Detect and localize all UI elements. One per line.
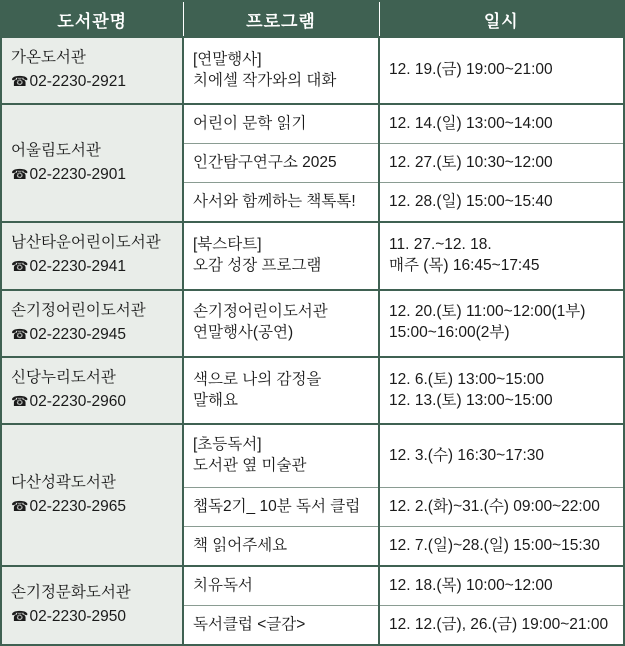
date-line: 매주 (목) 16:45~17:45 [389,256,540,274]
date-line: 12. 7.(일)~28.(일) 15:00~15:30 [389,536,600,554]
table-body [1,37,624,645]
table-row [1,566,624,605]
program-line: 책 읽어주세요 [193,536,288,554]
program-line: 치유독서 [193,576,253,594]
phone-icon: ☎ [11,497,29,514]
library-name: 어울림도서관 [11,141,101,159]
table-row [1,104,624,143]
library-phone [11,392,173,413]
date-line: 12. 3.(수) 16:30~17:30 [389,446,545,464]
program-cell [183,37,379,104]
program-cell [183,104,379,143]
date-cell [379,222,624,289]
program-line: [연말행사] [193,50,262,68]
date-line: 12. 14.(일) 13:00~14:00 [389,114,553,132]
date-cell [379,527,624,566]
library-cell [1,222,183,289]
program-cell [183,527,379,566]
date-line: 12. 27.(토) 10:30~12:00 [389,153,553,171]
phone-icon: ☎ [11,73,29,90]
date-cell [379,424,624,487]
table-header-row [1,1,624,37]
library-phone-number: 02-2230-2965 [29,497,126,515]
program-cell [183,424,379,487]
table-row [1,290,624,357]
table-row [1,357,624,424]
program-line: [초등독서] [193,436,262,454]
library-phone [11,165,173,186]
library-phone-number: 02-2230-2901 [29,165,126,183]
program-line: 손기정어린이도서관 [193,303,328,321]
program-line: 연말행사(공연) [193,324,294,342]
program-cell [183,144,379,183]
date-line: 12. 6.(토) 13:00~15:00 [389,370,545,388]
date-cell [379,566,624,605]
library-phone [11,607,173,628]
column-header-date: 일시 [379,1,624,37]
library-phone-number: 02-2230-2950 [29,608,126,626]
library-name: 남산타운어린이도서관 [11,234,161,252]
library-name: 손기정문화도서관 [11,584,131,602]
library-cell [1,104,183,222]
date-line: 12. 20.(토) 11:00~12:00(1부) [389,303,586,321]
phone-icon: ☎ [11,608,29,625]
library-name: 가온도서관 [11,49,86,67]
library-cell [1,424,183,566]
date-cell [379,606,624,646]
table-header [1,1,624,37]
phone-icon: ☎ [11,393,29,410]
date-line: 12. 12.(금), 26.(금) 19:00~21:00 [389,615,609,633]
program-line: 독서클럽 <글감> [193,615,306,633]
phone-icon: ☎ [11,165,29,182]
date-line: 11. 27.~12. 18. [389,235,492,253]
library-phone-number: 02-2230-2941 [29,258,126,276]
library-name: 손기정어린이도서관 [11,301,146,319]
program-cell [183,357,379,424]
library-cell [1,37,183,104]
program-cell [183,290,379,357]
library-name: 다산성곽도서관 [11,473,116,491]
program-cell [183,606,379,646]
program-line: 어린이 문학 읽기 [193,114,307,132]
table-row [1,222,624,289]
date-line: 15:00~16:00(2부) [389,324,510,342]
date-cell [379,104,624,143]
date-cell [379,357,624,424]
date-line: 12. 2.(화)~31.(수) 09:00~22:00 [389,497,600,515]
library-phone [11,257,173,278]
date-line: 12. 19.(금) 19:00~21:00 [389,61,553,79]
library-phone-number: 02-2230-2921 [29,73,126,91]
library-phone-number: 02-2230-2945 [29,325,126,343]
date-cell [379,183,624,222]
library-phone [11,72,173,93]
library-phone-number: 02-2230-2960 [29,393,126,411]
library-phone [11,325,173,346]
library-cell [1,566,183,645]
program-line: [북스타트] [193,235,262,253]
date-line: 12. 18.(목) 10:00~12:00 [389,576,553,594]
program-line: 도서관 옆 미술관 [193,457,307,475]
program-cell [183,222,379,289]
program-line: 오감 성장 프로그램 [193,256,322,274]
date-cell [379,144,624,183]
program-line: 색으로 나의 감정을 [193,370,322,388]
column-header-library: 도서관명 [1,1,183,37]
program-line: 챕독2기_ 10분 독서 클럽 [193,497,361,515]
library-name: 신당누리도서관 [11,369,116,387]
program-cell [183,488,379,527]
program-cell [183,566,379,605]
table-row [1,37,624,104]
date-line: 12. 28.(일) 15:00~15:40 [389,192,553,210]
date-cell [379,290,624,357]
library-cell [1,357,183,424]
phone-icon: ☎ [11,325,29,342]
program-cell [183,183,379,222]
phone-icon: ☎ [11,258,29,275]
program-line: 인간탐구연구소 2025 [193,153,337,171]
program-line: 치에셀 작가와의 대화 [193,71,337,89]
date-cell [379,488,624,527]
program-line: 말해요 [193,391,238,409]
program-line: 사서와 함께하는 책톡톡! [193,192,356,210]
library-cell [1,290,183,357]
date-line: 12. 13.(토) 13:00~15:00 [389,391,553,409]
date-cell [379,37,624,104]
library-phone [11,497,173,518]
column-header-program: 프로그램 [183,1,379,37]
table-row [1,424,624,487]
